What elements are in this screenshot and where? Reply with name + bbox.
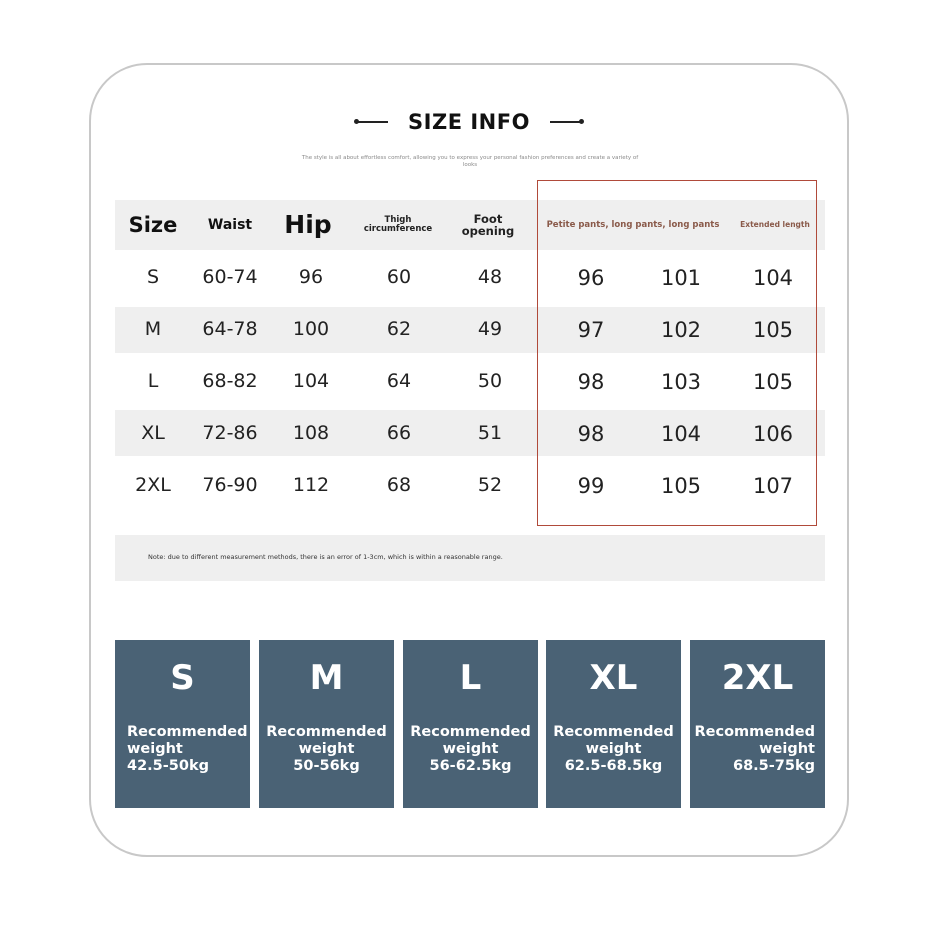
tile-line1: Recommended [694, 724, 815, 740]
page-title: SIZE INFO [408, 110, 530, 134]
cell-size: XL [141, 422, 165, 445]
tile-range: 50-56kg [293, 758, 360, 774]
cell-petite: 98 [577, 421, 605, 446]
cell-long: 104 [660, 421, 702, 446]
cell-petite: 99 [577, 473, 605, 498]
header-lengths: Petite pants, long pants, long pants [546, 219, 720, 230]
cell-foot: 50 [477, 370, 503, 393]
tile-size-label: S [170, 658, 195, 698]
cell-size: L [147, 370, 159, 393]
cell-hip: 108 [292, 422, 330, 445]
measurement-note: Note: due to different measurement methods, there is an error of 1-3cm, which is within a reasonable range. [148, 553, 503, 561]
cell-thigh: 60 [386, 266, 412, 289]
cell-waist: 68-82 [202, 370, 258, 393]
cell-size: 2XL [135, 474, 171, 497]
cell-extended: 106 [752, 421, 794, 446]
weight-tile-s [115, 640, 250, 808]
cell-foot: 48 [477, 266, 503, 289]
cell-waist: 60-74 [202, 266, 258, 289]
tile-line1: Recommended [127, 724, 248, 740]
cell-size: M [144, 318, 162, 341]
header-extended: Extended length [740, 220, 810, 230]
weight-tile-xl [546, 640, 681, 808]
weight-tile-m [259, 640, 394, 808]
tile-size-label: M [309, 658, 344, 698]
cell-petite: 98 [577, 369, 605, 394]
cell-hip: 112 [292, 474, 330, 497]
title-bar [0, 110, 938, 134]
cell-long: 103 [660, 369, 702, 394]
tile-line1: Recommended [553, 724, 674, 740]
cell-long: 102 [660, 317, 702, 342]
subtitle: The style is all about effortless comfort, allowing you to express your personal fashion preferences and create a variety of looks [301, 155, 639, 168]
header-waist: Waist [207, 216, 253, 233]
tile-weight-text [694, 724, 815, 775]
cell-size: S [146, 266, 160, 289]
cell-extended: 104 [752, 265, 794, 290]
tile-range: 56-62.5kg [429, 758, 512, 774]
header-foot: Foot opening [461, 211, 515, 238]
cell-waist: 76-90 [202, 474, 258, 497]
tile-weight-text [259, 724, 394, 775]
tile-weight-text [403, 724, 538, 775]
tile-size-label: L [459, 658, 482, 698]
cell-thigh: 68 [386, 474, 412, 497]
tile-range: 68.5-75kg [733, 758, 815, 774]
tile-line2: weight [759, 741, 815, 757]
title-right-decoration [550, 121, 582, 123]
tile-line1: Recommended [266, 724, 387, 740]
cell-extended: 105 [752, 369, 794, 394]
weight-tile-l [403, 640, 538, 808]
tile-size-label: 2XL [721, 658, 794, 698]
tile-line2: weight [127, 741, 183, 757]
header-hip: Hip [284, 209, 332, 239]
cell-waist: 72-86 [202, 422, 258, 445]
cell-long: 105 [660, 473, 702, 498]
tile-range: 42.5-50kg [127, 758, 209, 774]
tile-weight-text [546, 724, 681, 775]
cell-thigh: 66 [386, 422, 412, 445]
cell-hip: 104 [292, 370, 330, 393]
weight-tile-2xl [690, 640, 825, 808]
cell-foot: 49 [477, 318, 503, 341]
cell-petite: 96 [577, 265, 605, 290]
cell-long: 101 [660, 265, 702, 290]
title-left-decoration [356, 121, 388, 123]
cell-thigh: 62 [386, 318, 412, 341]
header-size: Size [128, 212, 178, 237]
tile-weight-text [127, 724, 248, 775]
cell-foot: 51 [477, 422, 503, 445]
header-thigh: Thigh circumference [363, 215, 433, 234]
cell-petite: 97 [577, 317, 605, 342]
cell-waist: 64-78 [202, 318, 258, 341]
cell-extended: 107 [752, 473, 794, 498]
tile-line2: weight [298, 741, 355, 757]
cell-thigh: 64 [386, 370, 412, 393]
cell-extended: 105 [752, 317, 794, 342]
tile-line1: Recommended [410, 724, 531, 740]
tile-range: 62.5-68.5kg [564, 758, 663, 774]
tile-size-label: XL [589, 658, 638, 698]
tile-line2: weight [585, 741, 642, 757]
cell-foot: 52 [477, 474, 503, 497]
tile-line2: weight [442, 741, 499, 757]
cell-hip: 100 [292, 318, 330, 341]
cell-hip: 96 [298, 266, 324, 289]
